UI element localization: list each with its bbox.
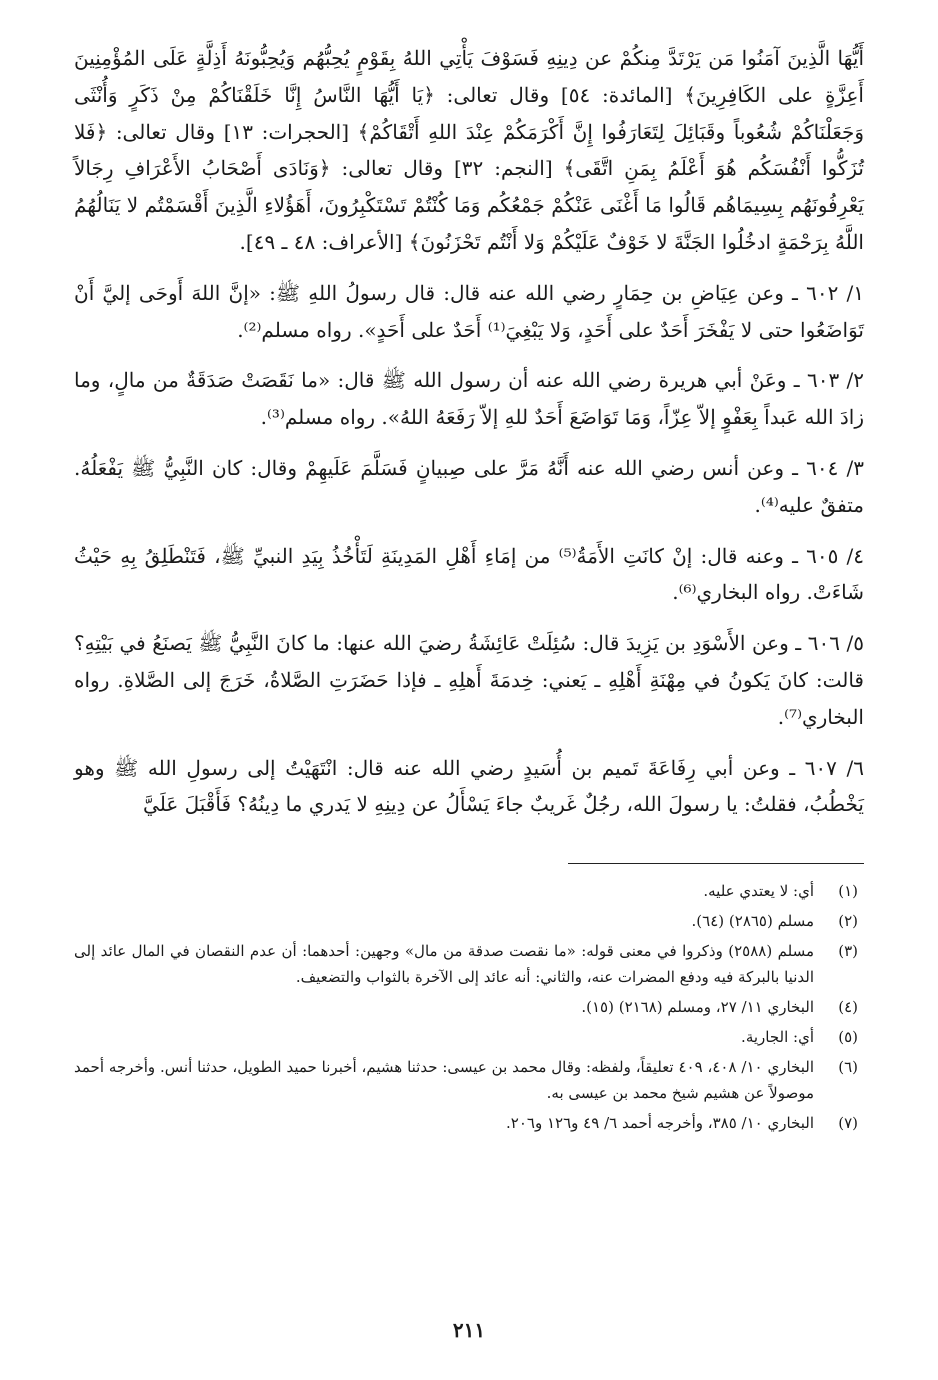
footnote-number: (٢): [838, 912, 858, 931]
footnote-divider: [568, 863, 864, 864]
intro-paragraph: أَيُّهَا الَّذِينَ آمَنُوا مَن يَرْتَدَّ مِنكُمْ عن دِينِهِ فَسَوْفَ يَأْتِي اللهُ بِقَوْمٍ يُحِبُّهُم وَيُحِبُّونَهُ أَذِلَّةٍ عَلَى المُؤْمِنِينَ أَعِزَّةٍ على الكَافِرِينَ﴾ [المائدة: ٥٤] وقال تعالى: ﴿يَا أَيُّهَا النَّاسُ إِنَّا خَلَقْنَاكُمْ مِنْ ذَكَرٍ وَأُنْثَى وَجَعَلْنَاكُمْ شُعُوباً وقَبَائِلَ لِتَعَارَفُوا إِنَّ أَكْرَمَكُمْ عِنْدَ اللهِ أَتْقَاكُمْ﴾ [الحجرات: ١٣] وقال تعالى: ﴿فَلا تُزَكُّوا أَنْفُسَكُم هُوَ أَعْلَمُ بِمَنِ اتَّقَى﴾ [النجم: ٣٢] وقال تعالى: ﴿وَنَادَى أَصْحَابُ الأَعْرَافِ رِجَالاً يَعْرِفُونَهُم بِسِيمَاهُم قَالُوا مَا أَغْنَى عَنْكُمْ جَمْعُكُم وَمَا كُنْتُمْ تَسْتَكْبِرُونَ، أَهَؤُلاءِ الَّذِينَ أَقْسَمْتُم لا يَنَالُهُمُ اللَّهُ بِرَحْمَةٍ ادخُلُوا الجَنَّةَ لا خَوْفٌ عَلَيْكُمْ وَلا أَنْتُم تَحْزَنُونَ﴾ [الأعراف: ٤٨ ـ ٤٩].: [74, 46, 865, 254]
footnote-item: [74, 1110, 864, 1136]
hadith-605: ٤/ ٦٠٥ ـ وعنه قال: إنْ كانَتِ الأَمَةُ⁽⁵⁾ من إمَاءِ أَهْلِ المَدِينَةِ لَتَأْخُذُ بِيَدِ النبيِّ ﷺ، فَتَنْطَلِقُ بِهِ حَيْثُ شَاءَتْ. رواه البخاري⁽⁶⁾.: [74, 543, 864, 605]
footnote-item: [74, 908, 864, 934]
footnotes: [74, 878, 864, 1136]
footnote-text: أي: لا يعتدي عليه.: [703, 882, 814, 901]
page-number: ٢١١: [452, 1318, 486, 1342]
footnote-item: [74, 878, 864, 904]
footnote-text: البخاري ١١/ ٢٧، ومسلم (٢١٦٨) (١٥).: [581, 998, 814, 1017]
footnote-number: (٦): [838, 1058, 858, 1077]
footnote-text: أي: الجارية.: [741, 1028, 814, 1047]
hadith-607: ٦/ ٦٠٧ ـ وعن أبي رِفَاعَةَ تَميم بن أُسَيدٍ رضي الله عنه قال: انْتَهَيْتُ إلى رسولِ الله ﷺ وهو يَخْطُبُ، فقلتُ: يا رسولَ الله، رجُلٌ غَريبٌ جاءَ يَسْأَلُ عن دِينِهِ لا يَدري ما دِينُهُ؟ فَأَقْبَلَ عَلَيَّ: [74, 755, 864, 817]
footnote-text: مسلم (٢٨٦٥) (٦٤).: [691, 912, 814, 931]
footnote-text: البخاري ١٠/ ٤٠٨، ٤٠٩ تعليقاً، ولفظه: وقال محمد بن عيسى: حدثنا هشيم، أخبرنا حميد الطويل، حدثنا أنس. وأخرجه أحمد موصولاً عن هشيم شيخ محمد بن عيسى به.: [74, 1058, 814, 1103]
footnote-number: (٤): [838, 998, 858, 1017]
footnote-item: [74, 1054, 864, 1106]
hadith-604: ٣/ ٦٠٤ ـ وعن أنس رضي الله عنه أَنَّهُ مَرَّ على صِبيانٍ فَسَلَّمَ عَلَيهِمْ وقال: كان النَّبِيُّ ﷺ يَفْعَلُهُ. متفقٌ عليه⁽⁴⁾.: [74, 455, 864, 517]
footnote-item: [74, 938, 864, 990]
footnote-item: [74, 1024, 864, 1050]
footnote-text: مسلم (٢٥٨٨) وذكروا في معنى قوله: «ما نقصت صدقة من مال» وجهين: أحدهما: أن عدم النقصان في المال عائد إلى الدنيا بالبركة فيه ودفع المضرات عنه، والثاني: أنه عائد إلى الآخرة بالثواب والتضعيف.: [74, 942, 814, 987]
footnote-number: (٣): [838, 942, 858, 961]
footnote-number: (٧): [838, 1114, 858, 1133]
footnote-text: البخاري ١٠/ ٣٨٥، وأخرجه أحمد ٦/ ٤٩ و١٢٦ و٢٠٦.: [506, 1114, 814, 1133]
hadith-603: ٢/ ٦٠٣ ـ وعَنْ أبي هريرة رضي الله عنه أن رسول الله ﷺ قال: «ما نَقَصَتْ صَدَقَةٌ من مالٍ، وما زادَ الله عَبداً بِعَفْوٍ إلاّ عِزّاً، وَمَا تَوَاضَعَ أَحَدٌ للهِ إلاّ رَفَعَهُ اللهُ». رواه مسلم⁽³⁾.: [74, 368, 864, 430]
hadith-602: ١/ ٦٠٢ ـ وعن عِيَاضِ بن حِمَارٍ رضي الله عنه قال: قال رسولُ اللهِ ﷺ: «إنَّ اللهَ أَوحَى إليَّ أَنْ تَوَاضَعُوا حتى لا يَفْخَرَ أَحَدٌ على أَحَدٍ، وَلا يَبْغِيَ⁽¹⁾ أَحَدٌ على أَحَدٍ». رواه مسلم⁽²⁾.: [74, 280, 864, 342]
hadith-606: ٥/ ٦٠٦ ـ وعن الأَسْوَدِ بن يَزِيدَ قال: سُئِلَتْ عَائِشَةُ رضيَ الله عنها: ما كانَ النَّبِيُّ ﷺ يَصنَعُ في بَيْتِهِ؟ قالت: كانَ يَكونُ في مِهْنَةِ أَهْلِهِ ـ يَعني: خِدمَةَ أَهلِهِ ـ فإذا حَضَرَتِ الصَّلاةُ، خَرَجَ إلى الصَّلاةِ. رواه البخاري⁽⁷⁾.: [74, 631, 864, 729]
footnote-number: (٥): [838, 1028, 858, 1047]
footnote-number: (١): [838, 882, 858, 901]
footnote-item: [74, 994, 864, 1020]
